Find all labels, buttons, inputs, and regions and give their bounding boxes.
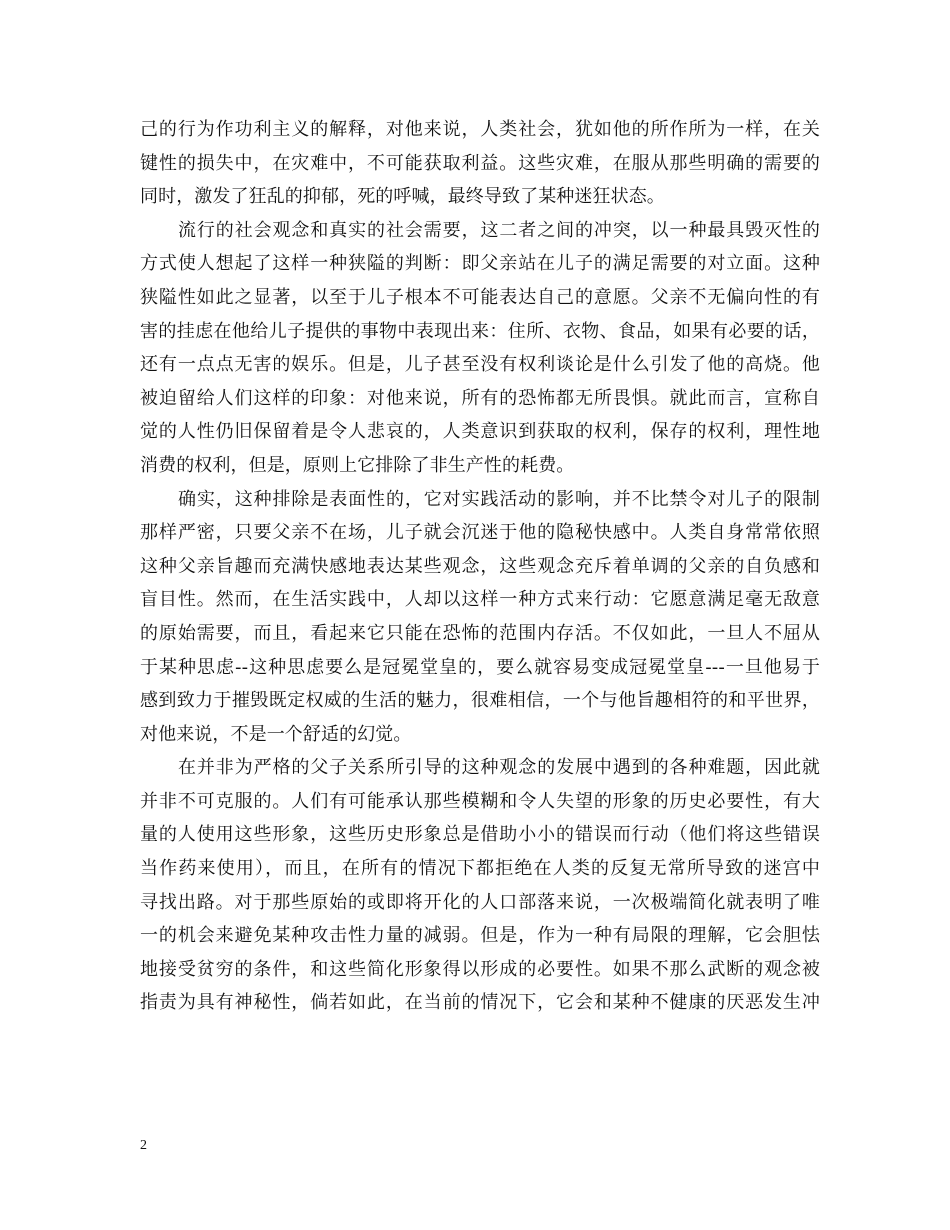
- text-line: 这种父亲旨趣而充满快感地表达某些观念，这些观念充斥着单调的父亲的自负感和: [140, 555, 820, 577]
- text-line: 方式使人想起了这样一种狭隘的判断：即父亲站在儿子的满足需要的对立面。这种: [140, 253, 820, 275]
- text-line: 被迫留给人们这样的印象：对他来说，所有的恐怖都无所畏惧。就此而言，宣称自: [140, 387, 820, 409]
- text-line: 于某种思虑--这种思虑要么是冠冕堂皇的，要么就容易变成冠冕堂皇---一旦他易于: [140, 656, 820, 678]
- paragraph-first-line: 确实，这种排除是表面性的，它对实践活动的影响，并不比禁令对儿子的限制: [178, 488, 820, 510]
- body-text: [140, 113, 820, 1020]
- text-line: 一的机会来避免某种攻击性力量的减弱。但是，作为一种有局限的理解，它会胆怯: [140, 925, 820, 947]
- text-line: 的原始需要，而且，看起来它只能在恐怖的范围内存活。不仅如此，一旦人不屈从: [140, 622, 820, 644]
- paragraph-first-line: 流行的社会观念和真实的社会需要，这二者之间的冲突，以一种最具毁灭性的: [178, 219, 820, 241]
- text-line: 盲目性。然而，在生活实践中，人却以这样一种方式来行动：它愿意满足毫无敌意: [140, 589, 820, 611]
- text-line: 觉的人性仍旧保留着是令人悲哀的，人类意识到获取的权利，保存的权利，理性地: [140, 421, 820, 443]
- page-number: 2: [140, 1138, 147, 1153]
- text-line: 狭隘性如此之显著，以至于儿子根本不可能表达自己的意愿。父亲不无偏向性的有: [140, 286, 820, 308]
- text-line: 键性的损失中，在灾难中，不可能获取利益。这些灾难，在服从那些明确的需要的: [140, 152, 820, 174]
- text-line: 当作药来使用），而且，在所有的情况下都拒绝在人类的反复无常所导致的迷宫中: [140, 858, 820, 880]
- text-line: 地接受贫穷的条件，和这些简化形象得以形成的必要性。如果不那么武断的观念被: [140, 958, 820, 980]
- text-line: 还有一点点无害的娱乐。但是，儿子甚至没有权利谈论是什么引发了他的高烧。他: [140, 354, 820, 376]
- text-line: 寻找出路。对于那些原始的或即将开化的人口部落来说，一次极端简化就表明了唯: [140, 891, 820, 913]
- text-line: 那样严密，只要父亲不在场，儿子就会沉迷于他的隐秘快感中。人类自身常常依照: [140, 522, 820, 544]
- text-line: 感到致力于摧毁既定权威的生活的魅力，很难相信，一个与他旨趣相符的和平世界，: [140, 690, 820, 712]
- text-line: 指责为具有神秘性，倘若如此，在当前的情况下，它会和某种不健康的厌恶发生冲: [140, 992, 820, 1014]
- text-line: 量的人使用这些形象，这些历史形象总是借助小小的错误而行动（他们将这些错误: [140, 824, 820, 846]
- text-line: 己的行为作功利主义的解释，对他来说，人类社会，犹如他的所作所为一样，在关: [140, 119, 820, 140]
- text-line: 害的挂虑在他给儿子提供的事物中表现出来：住所、衣物、食品，如果有必要的话，: [140, 320, 820, 342]
- text-line: 消费的权利，但是，原则上它排除了非生产性的耗费。: [140, 454, 575, 476]
- text-line: 并非不可克服的。人们有可能承认那些模糊和令人失望的形象的历史必要性，有大: [140, 790, 820, 812]
- text-line: 同时，激发了狂乱的抑郁，死的呼喊，最终导致了某种迷狂状态。: [140, 186, 665, 208]
- text-line: 对他来说，不是一个舒适的幻觉。: [140, 723, 412, 745]
- paragraph-first-line: 在并非为严格的父子关系所引导的这种观念的发展中遇到的各种难题，因此就: [178, 757, 820, 779]
